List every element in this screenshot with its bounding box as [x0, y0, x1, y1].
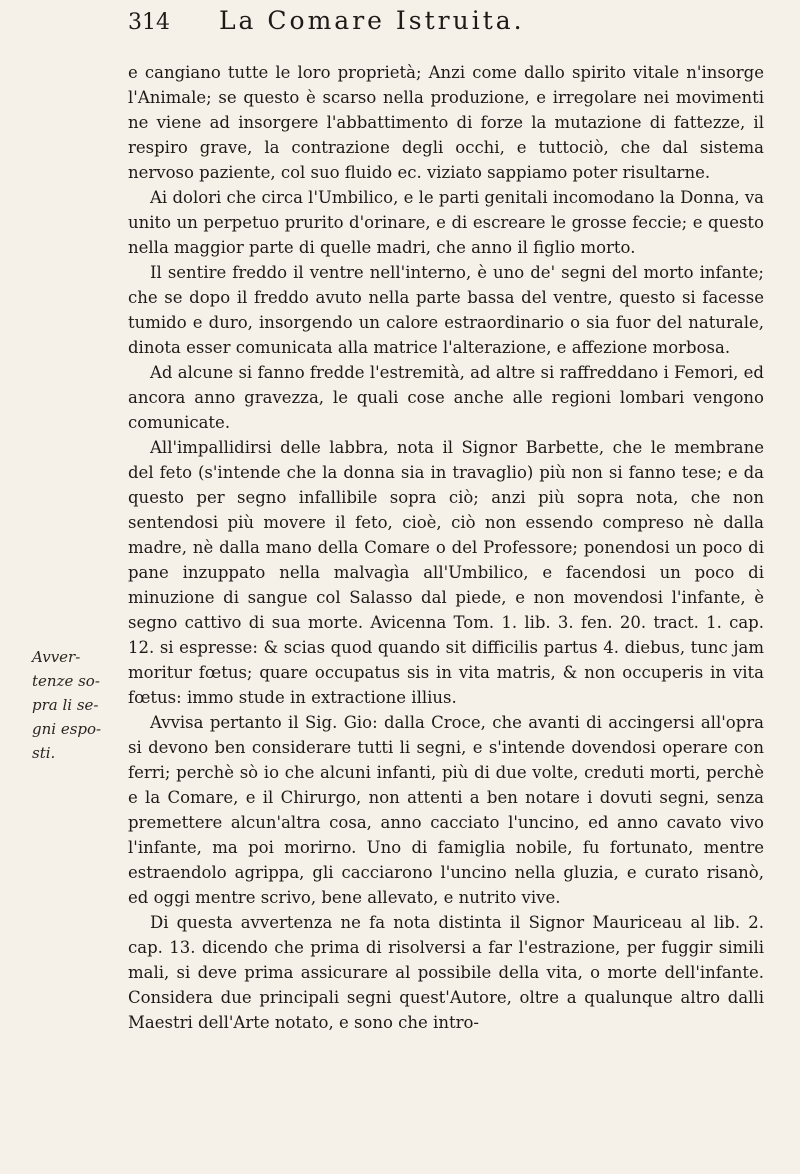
paragraph: Di questa avvertenza ne fa nota distinta il Signor Mauriceau al lib. 2. cap. 13. dicendo che prima di risolversi a far l'estrazione, per fuggir simili mali, si deve prima assicurare al possibile della vita, o morte dell'infante. Considera due principali segni quest'Autore, oltre a qualunque altro dalli Maestri dell'Arte notato, e sono che intro- — [128, 913, 764, 1032]
paragraph: Avvisa pertanto il Sig. Gio: dalla Croce, che avanti di accingersi all'opra si devono ben considerare tutti li segni, e s'intende dovendosi operare con ferri; perchè sò io che alcuni infanti, più di due volte, creduti morti, perchè e la Comare, e il Chirurgo, non attenti a ben notare i dovuti segni, senza premettere alcun'altra cosa, anno cacciato l'uncino, ed anno cavato vivo l'infante, ma poi morirno. Uno di famiglia nobile, fu fortunato, mentre estraendolo agrippa, gli cacciarono l'uncino nella gluzia, e curato risanò, ed oggi mentre scrivo, bene allevato, e nutrito vive. — [128, 713, 764, 907]
margin-note — [32, 645, 102, 765]
paragraph: All'impallidirsi delle labbra, nota il Signor Barbette, che le membrane del feto (s'intende che la donna sia in travaglio) più non si fanno tese; e da questo per segno infallibile sopra ciò; anzi più sopra nota, che non sentendosi più movere il feto, cioè, ciò non essendo compreso nè dalla madre, nè dalla mano della Comare o del Professore; ponendosi un poco di pane inzuppato nella malvagìa all'Umbilico, e facendosi un poco di minuzione di sangue col Salasso dal piede, e non movendosi l'infante, è segno cattivo di sua morte. Avicenna Tom. 1. lib. 3. fen. 20. tract. 1. cap. 12. si espresse: & scias quod quando sit difficilis partus 4. diebus, tunc jam moritur fœtus; quare occupatus sis in vita matris, & non occuperis in vita fœtus: immo stude in extractione illius. — [128, 438, 764, 707]
margin-note-line: gni espo- — [32, 720, 102, 738]
running-title: La Comare Istruita. — [218, 6, 525, 35]
paragraph: Ad alcune si fanno fredde l'estremità, ad altre si raffreddano i Femori, ed ancora anno gravezza, le quali cose anche alle regioni lombari vengono comunicate. — [128, 363, 764, 432]
margin-note-line: tenze so- — [32, 672, 100, 690]
paragraph: Il sentire freddo il ventre nell'interno, è uno de' segni del morto infante; che se dopo il freddo avuto nella parte bassa del ventre, questo si facesse tumido e duro, insorgendo un calore estraordinario o sia fuor del naturale, dinota esser comunicata alla matrice l'alterazione, e affezione morbosa. — [128, 263, 764, 357]
paragraph: e cangiano tutte le loro proprietà; Anzi come dallo spirito vitale n'insorge l'Animale; se questo è scarso nella produzione, e irregolare nei movimenti ne viene ad insorgere l'abbattimento di forze la mutazione di fattezze, il respiro grave, la contrazione degli occhi, e tuttociò, che dal sistema nervoso paziente, col suo fluido ec. viziato sappiamo poter risultarne. — [128, 63, 764, 182]
paragraph: Ai dolori che circa l'Umbilico, e le parti genitali incomodano la Donna, va unito un perpetuo prurito d'orinare, e di escreare le grosse feccie; e questo nella maggior parte di quelle madri, che anno il figlio morto. — [128, 188, 764, 257]
running-header — [128, 6, 740, 35]
body-text — [128, 60, 764, 1035]
margin-note-line: sti. — [32, 744, 56, 762]
page-number: 314 — [128, 10, 170, 35]
margin-note-line: Avver- — [32, 648, 81, 666]
margin-note-line: pra li se- — [32, 696, 99, 714]
